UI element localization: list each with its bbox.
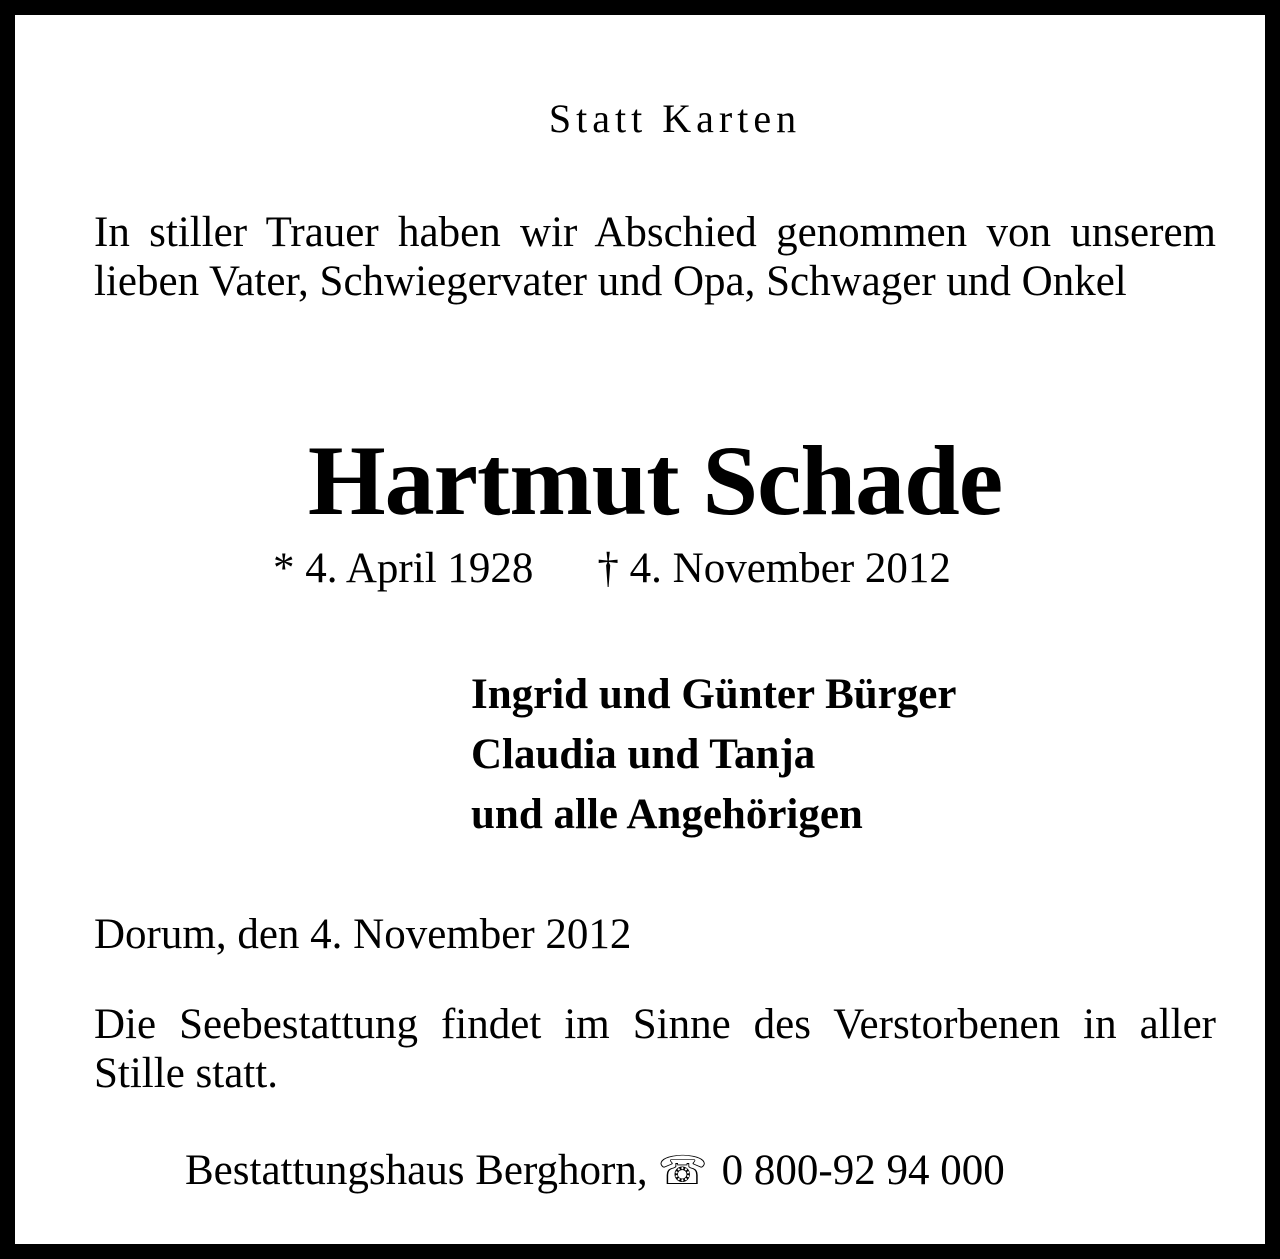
funeral-note: Die Seebestattung findet im Sinne des Verstorbenen in aller Stille statt.	[94, 1001, 1216, 1097]
mourner-line: und alle Angehörigen	[471, 791, 863, 838]
phone-number: 0 800-92 94 000	[721, 1147, 1005, 1194]
birth-date: * 4. April 1928	[273, 545, 534, 592]
mourners-list	[471, 665, 956, 845]
mourner-line: Ingrid und Günter Bürger	[471, 671, 957, 718]
life-dates	[273, 543, 951, 595]
intro-text: In stiller Trauer haben wir Abschied genommen von unserem lieben Vater, Schwiegervater und Opa, Schwager und Onkel	[94, 209, 1216, 305]
death-date: † 4. November 2012	[597, 545, 951, 592]
heading: Statt Karten	[548, 96, 802, 141]
funeral-home-name: Bestattungshaus Berghorn,	[185, 1147, 648, 1194]
telephone-icon: ☏	[657, 1148, 708, 1194]
funeral-home-line	[185, 1145, 1005, 1197]
place-date: Dorum, den 4. November 2012	[94, 911, 632, 958]
mourner-line: Claudia und Tanja	[471, 731, 816, 778]
deceased-name: Hartmut Schade	[307, 425, 1003, 536]
